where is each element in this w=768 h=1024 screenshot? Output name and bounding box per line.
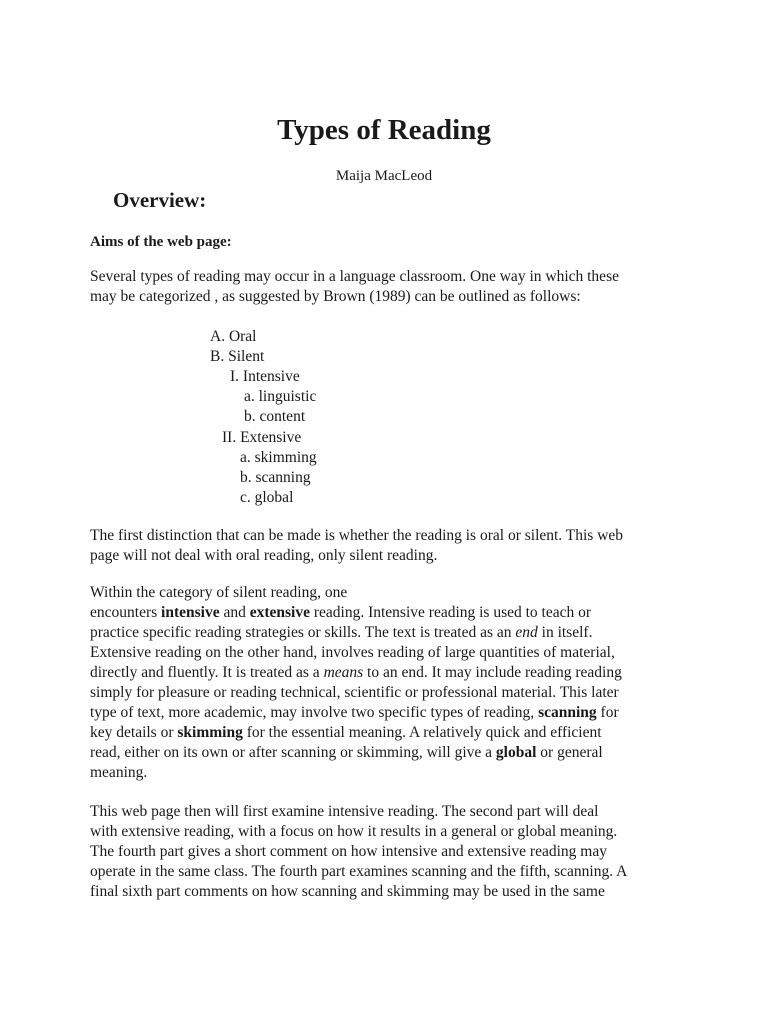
term-global: global: [495, 744, 537, 761]
overview-heading: Overview:: [113, 188, 207, 212]
term-skimming: skimming: [177, 724, 243, 741]
silent-line: Extensive reading on the other hand, involves reading of large quantities of material,: [90, 644, 615, 661]
silent-line: read, either on its own or after scanning or skimming, will give a global or general: [90, 744, 603, 761]
silent-line: simply for pleasure or reading technical, scientific or professional material. This later: [90, 684, 619, 701]
aims-heading: Aims of the web page:: [90, 234, 232, 250]
silent-line: Within the category of silent reading, one: [90, 584, 348, 601]
outline-item-skimming: a. skimming: [240, 449, 317, 466]
plan-line: This web page then will first examine intensive reading. The second part will deal: [90, 803, 599, 820]
silent-line: meaning.: [90, 764, 148, 781]
outline-item-intensive: I. Intensive: [230, 368, 300, 385]
plan-line: The fourth part gives a short comment on how intensive and extensive reading may: [90, 843, 607, 860]
distinction-line: page will not deal with oral reading, only silent reading.: [90, 547, 438, 564]
outline-item-extensive: II. Extensive: [222, 429, 302, 446]
silent-reading-paragraph: [90, 583, 690, 783]
outline-item-oral: A. Oral: [210, 328, 257, 345]
silent-line: type of text, more academic, may involve two specific types of reading, scanning for: [90, 704, 619, 721]
plan-line: final sixth part comments on how scanning and skimming may be used in the same: [90, 883, 605, 900]
outline-item-scanning: b. scanning: [240, 469, 311, 486]
outline-item-global: c. global: [240, 489, 294, 506]
document-title: Types of Reading: [277, 114, 491, 146]
plan-paragraph: [90, 802, 690, 902]
distinction-line: The first distinction that can be made is whether the reading is oral or silent. This web: [90, 527, 624, 544]
intro-line: may be categorized , as suggested by Brown (1989) can be outlined as follows:: [90, 288, 581, 305]
term-scanning: scanning: [538, 704, 597, 721]
intro-line: Several types of reading may occur in a language classroom. One way in which these: [90, 268, 619, 285]
term-intensive: intensive: [161, 604, 220, 621]
outline-item-silent: B. Silent: [210, 348, 265, 365]
silent-line: practice specific reading strategies or skills. The text is treated as an end in itself.: [90, 624, 593, 641]
silent-line: directly and fluently. It is treated as a means to an end. It may include reading reading: [90, 664, 622, 681]
term-end: end: [515, 624, 538, 641]
silent-line: encounters intensive and extensive reading. Intensive reading is used to teach or: [90, 604, 592, 621]
plan-line: operate in the same class. The fourth part examines scanning and the fifth, scanning. A: [90, 863, 628, 880]
author-name: Maija MacLeod: [335, 168, 433, 184]
term-means: means: [323, 664, 364, 681]
silent-line: key details or skimming for the essential meaning. A relatively quick and efficient: [90, 724, 602, 741]
intro-paragraph: [90, 267, 690, 307]
plan-line: with extensive reading, with a focus on how it results in a general or global meaning.: [90, 823, 618, 840]
outline-item-content: b. content: [244, 408, 306, 425]
term-extensive: extensive: [249, 604, 310, 621]
distinction-paragraph: [90, 526, 690, 566]
outline-item-linguistic: a. linguistic: [244, 388, 317, 405]
